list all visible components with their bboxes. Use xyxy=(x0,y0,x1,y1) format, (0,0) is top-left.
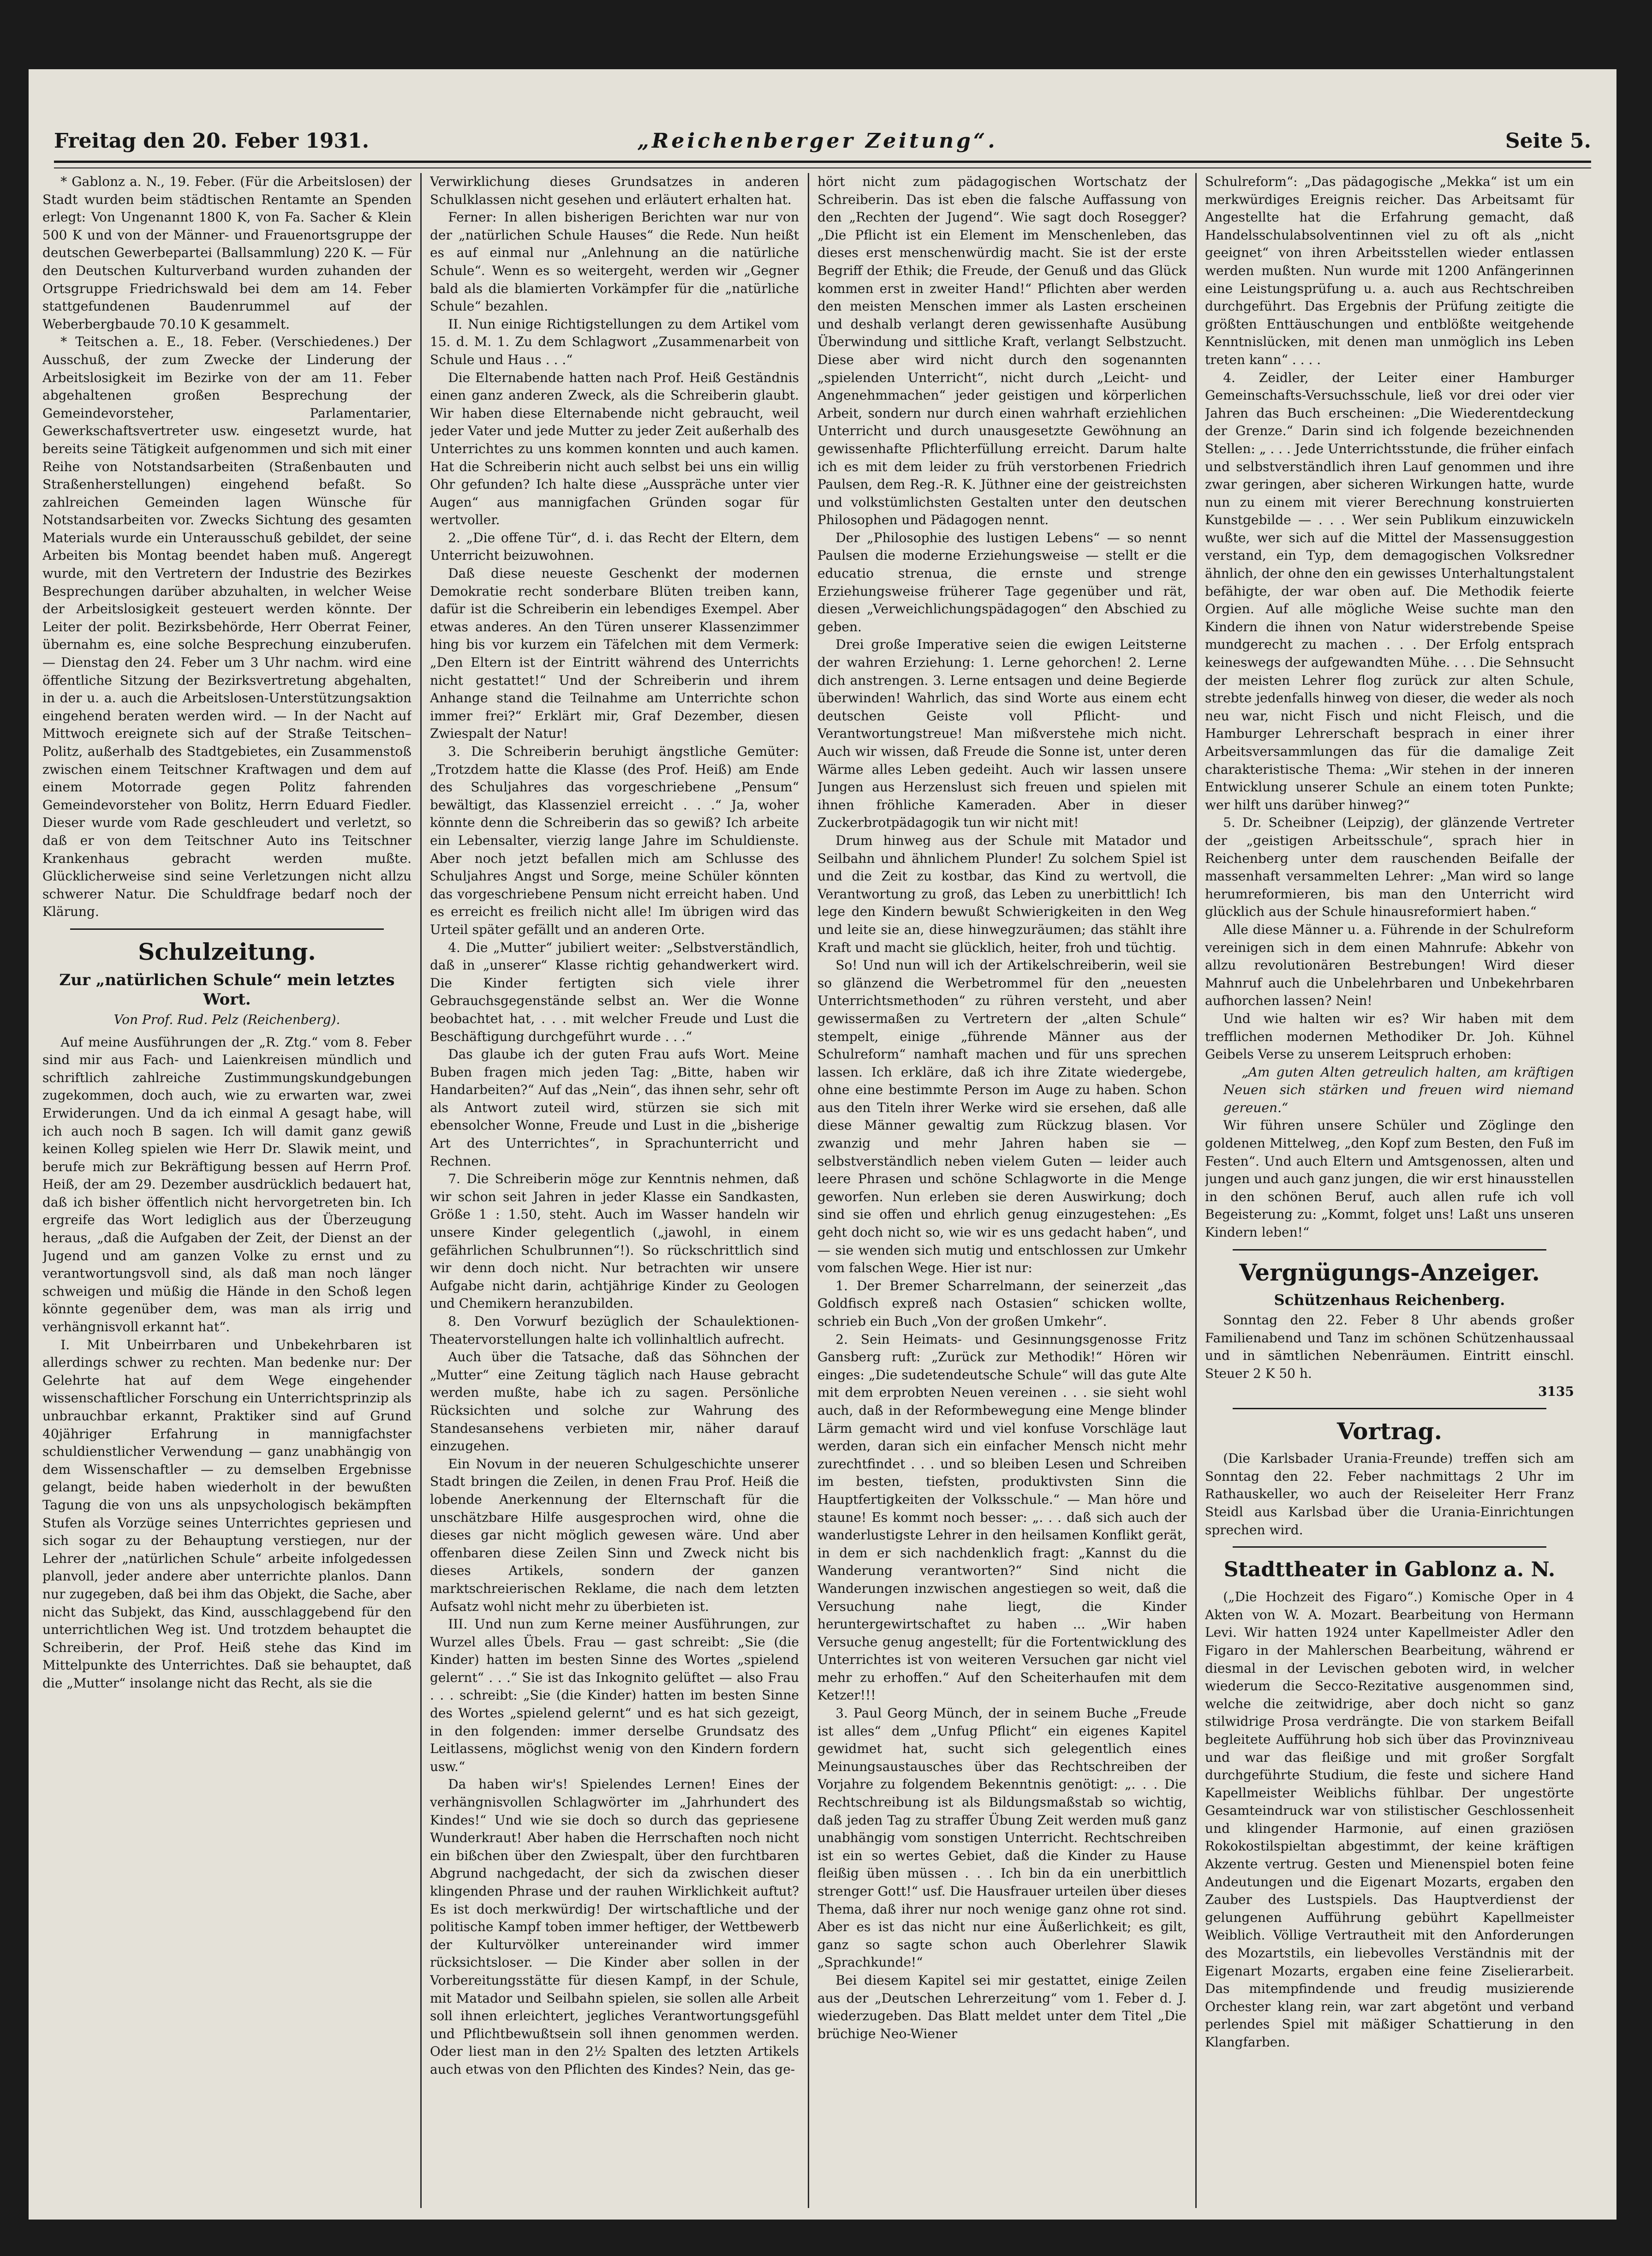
article-paragraph: Da haben wir's! Spielendes Lernen! Eines der verhängnisvollen Schlagwörter im „Jahrhundert des Kindes!“ Und wie sie doch so durch das gepriesene Wunderkraut! Aber haben die Herrschaften noch nicht ein bißchen über den Zwiespalt, über den furchtbaren Abgrund nachgedacht, der sich da zwischen dieser klingenden Phrase und der rauhen Wirklichkeit auftut? Es ist doch merkwürdig! Der wirtschaftliche und der politische Kampf toben immer heftiger, der Wettbewerb der Kulturvölker untereinander wird immer rücksichtsloser. — Die Kinder aber sollen in der Vorbereitungsstätte für diesen Kampf, in der Schule, mit Matador und Seilbahn spielen, sie sollen alle Arbeit soll ihnen erleichtert, jegliches Verantwortungsgefühl und Pflichtbewußtsein soll ihnen genommen werden. Oder liest man in den 2½ Spalten des letzten Artikels auch etwas von den Pflichten des Kindes? Nein, das ge- xyxy=(430,1777,799,2077)
article-paragraph: III. Und nun zum Kerne meiner Ausführungen, zur Wurzel alles Übels. Frau — gast schreibt: „Sie (die Kinder) hatten im besten Sinne des Wortes „spielend gelernt“ . . .“ Sie ist das Inkognito gelüftet — also Frau . . . schreibt: „Sie (die Kinder) hatten im besten Sinne des Wortes „spielend gelernt“ und es hat sich gezeigt, in den folgenden: immer derselbe Grundsatz des Leitlassens, möglichst wenig von den Kindern fordern usw.“ xyxy=(430,1616,799,1774)
column-divider xyxy=(808,173,809,2208)
article-paragraph: Drei große Imperative seien die ewigen Leitsterne der wahren Erziehung: 1. Lerne gehorchen! 2. Lerne dich anstrengen. 3. Lerne entsagen und deine Begierde überwinden! Wahrlich, das sind Worte aus einem echt deutschen Geiste voll Pflicht- und Verantwortungstreue! Man mißverstehe mich nicht. Auch wir wissen, daß Freude die Sonne ist, unter deren Wärme alles Leben gedeiht. Auch wir lassen unsere Jungen aus Herzenslust sich freuen und spielen mit ihnen fröhliche Kameraden. Aber in dieser Zuckerbrotpädagogik tun wir nicht mit! xyxy=(817,637,1187,831)
column-1 xyxy=(42,173,412,2194)
header-rule xyxy=(54,161,1591,168)
issue-date: Freitag den 20. Feber 1931. xyxy=(54,129,370,153)
article-paragraph: Und wie halten wir es? Wir haben mit dem trefflichen modernen Methodiker Dr. Joh. Kühnel Geibels Verse zu unserem Leitspruch erhoben: xyxy=(1205,1011,1574,1062)
column-3 xyxy=(817,173,1187,2213)
article-byline: Von Prof. Rud. Pelz (Reichenberg). xyxy=(113,1011,340,1027)
section-title: Schulzeitung. xyxy=(138,938,316,965)
article-paragraph: Wir führen unsere Schüler und Zöglinge den goldenen Mittelweg, „den Kopf zum Besten, den Fuß im Festen“. Und auch Eltern und Amtsgenossen, alten und jungen und auch ganz jungen, die wir erst hinausstellen in den schönen Beruf, auch allen rufe ich voll Begeisterung zu: „Kommt, folget uns! Laßt uns unseren Kindern leben!“ xyxy=(1205,1118,1574,1240)
article-paragraph: 3. Die Schreiberin beruhigt ängstliche Gemüter: „Trotzdem hatte die Klasse (des Prof. Heiß) am Ende des Schuljahres das vorgeschriebene „Pensum“ bewältigt, das Klassenziel erreicht . . .“ Ja, woher könnte denn die Schreiberin das so gewiß? Ich arbeite ein Lebensalter, vierzig lange Jahre im Schuldienste. Aber noch jetzt befallen mich am Schlusse des Schuljahres Angst und Sorge, meine Schüler könnten das vorgeschriebene Pensum nicht erreicht haben. Und es erreicht es freilich nicht alle! Im übrigen wird das Urteil später gefällt und an anderen Orte. xyxy=(430,744,799,937)
article-paragraph: So! Und nun will ich der Artikelschreiberin, weil sie so glänzend die Werbetrommel für den „neuesten Unterrichtsmethoden“ zu rühren versteht, und aber gewissermaßen zu Vertretern der „alten Schule“ stempelt, einige „führende Männer aus der Schulreform“ namhaft machen und für uns sprechen lassen. Ich erkläre, daß ich ihre Zitate wiedergebe, ohne eine bestimmte Person im Auge zu haben. Schon aus den Titeln ihrer Werke wird sie ersehen, daß alle diese Männer gewaltig zum Rückzug blasen. Vor zwanzig und mehr Jahren haben sie — selbstverständlich neben vielem Guten — leider auch leere Phrasen und schöne Schlagworte in die Menge geworfen. Nun erleben sie deren Auswirkung; doch sind sie offen und ehrlich genug einzugestehen: „Es geht doch nicht so, wie wir es uns gedacht haben“, und — sie wenden sich mutig und entschlossen zur Umkehr vom falschen Wege. Hier ist nur: xyxy=(817,957,1187,1276)
section-rule xyxy=(1233,1249,1546,1251)
article-paragraph: Bei diesem Kapitel sei mir gestattet, einige Zeilen aus der „Deutschen Lehrerzeitung“ vom 1. Feber d. J. wiederzugeben. Das Blatt meldet unter dem Titel „Die brüchige Neo-Wiener xyxy=(817,1972,1187,2041)
article-paragraph: Verwirklichung dieses Grundsatzes in anderen Schulklassen nicht gesehen und erläutert erhalten hat. xyxy=(430,174,799,207)
column-divider xyxy=(420,173,422,2208)
article-paragraph: 2. Sein Heimats- und Gesinnungsgenosse Fritz Gansberg ruft: „Zurück zur Methodik!“ Hören wir einges: „Die sudetendeutsche Schule“ will das gute Alte mit dem erprobten Neuen vereinen . . . sie sieht wohl auch, daß in der Reformbewegung eine Menge blinder Lärm gemacht wird und viel konfuse Vorschläge laut werden, daran sich ein einfacher Mensch nicht mehr zurechtfindet . . . und so bleiben Lesen und Schreiben im besten, tiefsten, produktivsten Sinn die Hauptfertigkeiten der Volksschule.“ — Man höre und staune! Es kommt noch besser: „. . . daß sich auch der wanderlustigste Lehrer in den heilsamen Konflikt gerät, in dem er sich nachdenklich fragt: „Kannst du die Wanderung verantworten?“ Sind nicht die Wanderungen inzwischen angestiegen so weit, daß die Versuchung nahe liegt, die Kinder heruntergewirtschaftet zu haben ... „Wir haben Versuche genug angestellt; für die Fortentwicklung des Unterrichtes ist von weiteren Versuchen gar nicht viel mehr zu erhoffen.“ Auf den Scheiterhaufen mit dem Ketzer!!! xyxy=(817,1331,1187,1703)
article-paragraph: 5. Dr. Scheibner (Leipzig), der glänzende Vertreter der „geistigen Arbeitsschule“, sprach hier in Reichenberg unter dem rauschenden Beifalle der massenhaft versammelten Lehrer: „Man wird so lange herumreformieren, bis man den Unterricht wird glücklich aus der Schule hinausreformiert haben.“ xyxy=(1205,815,1574,920)
theater-review: („Die Hochzeit des Figaro“.) Komische Oper in 4 Akten von W. A. Mozart. Bearbeitung von Hermann Levi. Wir hatten 1924 unter Kapellmeister Adler den Figaro in der Mahlerschen Bearbeitung, während er diesmal in der Levischen geboten wird, in welcher wiederum die Secco-Rezitative ausgenommen sind, welche die zeitwidrige, aber doch nicht so ganz stilwidrige Prosa verdrängte. Die von starkem Beifall begleitete Aufführung hob sich über das Provinzniveau und war das fleißige und mit großer Sorgfalt durchgeführte Studium, die feste und sichere Hand Kapellmeister Weiblichs fühlbar. Der ungestörte Gesamteindruck war von stilistischer Geschlossenheit und klingender Harmonie, auf einen graziösen Rokokostilspieltan abgestimmt, der keine kräftigen Akzente vertrug. Gesten und Mienenspiel boten feine Andeutungen und die Eigenart Mozarts, ergaben den Zauber des Lustspiels. Das Hauptverdienst der gelungenen Aufführung gebührt Kapellmeister Weiblich. Völlige Vertrautheit mit den Anforderungen des Mozartstils, ein liebevolles Verständnis mit der Eigenart Mozarts, ergaben eine feine Ziselierarbeit. Das mitempfindende und freudig musizierende Orchester klang rein, war zart abgetönt und verband perlendes Spiel mit mäßiger Schattierung in den Klangfarben. xyxy=(1205,1589,1574,2050)
article-paragraph: Auf meine Ausführungen der „R. Ztg.“ vom 8. Feber sind mir aus Fach- und Laienkreisen mündlich und schriftlich zahlreiche Zustimmungskundgebungen zugekommen, doch auch, wie zu erwarten war, zwei Erwiderungen. Und da ich einmal A gesagt habe, will ich auch noch B sagen. Ich will damit ganz gewiß keinen Kolleg spielen wie Herr Dr. Slawik meint, und berufe mich zur Bekräftigung bessen auf Herrn Prof. Heiß, der am 29. Dezember ausdrücklich bedauert hat, daß ich bisher öffentlich nicht hervorgetreten bin. Ich ergreife das Wort lediglich aus der Überzeugung heraus, „daß die Aufgaben der Zeit, der Dienst an der Jugend und am ganzen Volke zu ernst und zu verantwortungsvoll sind, als daß man noch länger schweigen und müßig die Hände in den Schoß legen könnte gegenüber dem, was man als irrig und verhängnisvoll erkannt hat“. xyxy=(42,1034,412,1335)
article-paragraph: 7. Die Schreiberin möge zur Kenntnis nehmen, daß wir schon seit Jahren in jeder Klasse ein Sandkasten, Größe 1 : 1.50, steht. Auch im Wasser handeln wir unsere Kinder gelegentlich („jawohl, in einem gefährlichen Schulbrunnen“!). So rückschrittlich sind wir denn doch nicht. Nur betrachten wir unsere Aufgabe nicht darin, achtjährige Kinder zu Geologen und Chemikern heranzubilden. xyxy=(430,1171,799,1311)
section-rule xyxy=(1233,1408,1546,1409)
page-number: Seite 5. xyxy=(1505,129,1591,153)
article-paragraph: Der „Philosophie des lustigen Lebens“ — so nennt Paulsen die moderne Erziehungsweise — stellt er die educatio strenua, die ernste und strenge Erziehungsweise früherer Tage gegenüber und rät, diesen „Verweichlichungspädagogen“ den Abschied zu geben. xyxy=(817,530,1187,634)
article-paragraph: 8. Den Vorwurf bezüglich der Schaulektionen-Theatervorstellungen halte ich vollinhaltlich aufrecht. xyxy=(430,1314,799,1347)
article-paragraph: Das glaube ich der guten Frau aufs Wort. Meine Buben fragen mich jeden Tag: „Bitte, haben wir Handarbeiten?“ Auf das „Nein“, das ihnen sehr, sehr oft als Antwort zuteil wird, stürzen sie sich mit ebensolcher Wonne, Freude und Lust in die „bisherige Art des Unterrichtes“, in Sprachunterricht und Rechnen. xyxy=(430,1047,799,1169)
lecture-text: (Die Karlsbader Urania-Freunde) treffen sich am Sonntag den 22. Feber nachmittags 2 Uhr im Rathauskeller, wo auch der Reiseleiter Herr Franz Steidl aus Karlsbad über die Urania-Einrichtungen sprechen wird. xyxy=(1205,1451,1574,1538)
article-paragraph: Schulreform“: „Das pädagogische „Mekka“ ist um ein merkwürdiges Ereignis reicher. Das Arbeitsamt für Angestellte hat die Erfahrung gemacht, daß Handelsschulabsolventinnen viel zu oft als „nicht geeignet“ von ihren Arbeitsstellen wieder entlassen werden mußten. Nun wurde mit 1200 Anfängerinnen eine Leistungsprüfung u. a. auch aus Rechtschreiben durchgeführt. Das Ergebnis der Prüfung zeitigte die größten Enttäuschungen und entblößte weitgehende Kenntnislücken, mit denen man unmöglich ins Leben treten kann“ . . . . xyxy=(1205,174,1574,367)
article-paragraph: 1. Der Bremer Scharrelmann, der seinerzeit „das Goldfisch expreß nach Ostasien“ schicken wollte, schrieb ein Buch „Von der großen Umkehr“. xyxy=(817,1278,1187,1329)
ad-number: 3135 xyxy=(1538,1383,1574,1399)
lecture-heading: Vortrag. xyxy=(1336,1418,1443,1445)
article-paragraph: hört nicht zum pädagogischen Wortschatz der Schreiberin. Das ist eben die falsche Auffassung von den „Rechten der Jugend“. Wie sagt doch Rosegger? „Die Pflicht ist ein Element im Menschenleben, das dieses erst menschenwürdig macht. Sie ist der erste Begriff der Ethik; die Freude, der Genuß und das Glück kommen erst in zweiter Hand!“ Pflichten aber werden den meisten Menschen immer als Lasten erscheinen und deshalb verlangt deren gewissenhafte Ausübung Überwindung und sittliche Kraft, verlangt Selbstzucht. Diese aber wird nicht durch den sogenannten „spielenden Unterricht“, nicht durch „Leicht- und Angenehmmachen“ jeder geistigen und körperlichen Arbeit, sondern nur durch einen wahrhaft erziehlichen Unterricht und durch unausgesetzte Gewöhnung an gewissenhafte Pflichterfüllung erreicht. Darum halte ich es mit dem leider zu früh verstorbenen Friedrich Paulsen, dem Reg.-R. K. Jüthner eine der geistreichsten und volkstümlichsten Gestalten unter den deutschen Philosophen und Pädagogen nennt. xyxy=(817,174,1187,528)
article-paragraph: Ferner: In allen bisherigen Berichten war nur von der „natürlichen Schule Hauses“ die Rede. Nun heißt es auf einmal nur „Anlehnung an die natürliche Schule“. Wenn es so weitergeht, werden wir „Gegner bald als die blamierten Vorkämpfer für die „natürliche Schule“ bezahlen. xyxy=(430,209,799,314)
theater-heading: Stadttheater in Gablonz a. N. xyxy=(1223,1558,1556,1582)
column-divider xyxy=(1195,173,1197,2208)
column-2 xyxy=(430,173,799,2213)
article-paragraph: 2. „Die offene Tür“, d. i. das Recht der Eltern, dem Unterricht beizuwohnen. xyxy=(430,530,799,563)
news-teitschen: * Teitschen a. E., 18. Feber. (Verschiedenes.) Der Ausschuß, der zum Zwecke der Linderung der Arbeitslosigkeit im Bezirke von der am 11. Feber abgehaltenen großen Besprechung der Gemeindevorsteher, Parlamentarier, Gewerkschaftsvertreter usw. eingesetzt wurde, hat bereits seine Tätigkeit aufgenommen und sich mit einer Reihe von Notstandsarbeiten (Straßenbauten und Straßenherstellungen) eingehend befaßt. So zahlreichen Gemeinden lagen Wünsche für Notstandsarbeiten vor. Zwecks Sichtung des gesamten Materials wurde ein Unterausschuß gebildet, der seine Arbeiten bis Montag beendet haben muß. Angeregt wurde, mit den Vertretern der Industrie des Bezirkes Besprechungen darüber abzuhalten, in welcher Weise der Arbeitslosigkeit gesteuert werden könnte. Der Leiter der polit. Bezirksbehörde, Herr Oberrat Feiner, übernahm es, eine solche Besprechung einzuberufen. — Dienstag den 24. Feber um 3 Uhr nachm. wird eine öffentliche Sitzung der Bezirksvertretung abgehalten, in der u. a. auch die Arbeitslosen-Unterstützungsaktion eingehend beraten werden wird. — In der Nacht auf Mittwoch ereignete sich auf der Straße Teitschen–Politz, außerhalb des Stadtgebietes, ein Zusammenstoß zwischen einem Teitschner Kraftwagen und dem auf einem Motorrade gegen Politz fahrenden Gemeindevorsteher von Bolitz, Herrn Eduard Fiedler. Dieser wurde vom Rade geschleudert und verletzt, so daß er von dem Teitschner Auto ins Teitschner Krankenhaus gebracht werden mußte. Glücklicherweise sind seine Verletzungen nicht allzu schwerer Natur. Die Schuldfrage bedarf noch der Klärung. xyxy=(42,334,412,920)
newspaper-page xyxy=(29,69,1616,2220)
article-paragraph: Drum hinweg aus der Schule mit Matador und Seilbahn und ähnlichem Plunder! Zu solchem Spiel ist und die Zeit zu kostbar, das Kind zu wertvoll, die Verantwortung zu groß, das Leben zu unerbittlich! Ich lege den Kindern bewußt Schwierigkeiten in den Weg und leite sie an, diese hinwegzuräumen; das stählt ihre Kraft und macht sie glücklich, heiter, froh und tüchtig. xyxy=(817,832,1187,955)
article-paragraph: 4. Die „Mutter“ jubiliert weiter: „Selbstverständlich, daß in „unserer“ Klasse richtig gehandwerkert wird. Die Kinder fertigten sich viele ihrer Gebrauchsgegenstände selbst an. Wer die Wonne beobachtet hat, . . . mit welcher Freude und Lust die Beschäftigung durchgeführt wurde . . .“ xyxy=(430,940,799,1044)
article-paragraph: I. Mit Unbeirrbaren und Unbekehrbaren ist allerdings schwer zu rechten. Man bedenke nur: Der Gelehrte hat auf dem Wege eingehender wissenschaftlicher Forschung ein Unterrichtsprinzip als unbrauchbar erkannt, Praktiker sind auf Grund 40jähriger Erfahrung in mannigfachster schuldienstlicher Verwendung — ganz unabhängig von dem Wissenschaftler — zu demselben Ergebnisse gelangt, beide haben wiederholt in der bewußten Tagung die von uns als unpsychologisch bekämpften Stufen als Vorzüge seines Unterrichtes gepriesen und sich sogar zu der Behauptung verstiegen, nur der Lehrer der „natürlichen Schule“ arbeite infolgedessen planvoll, jeder andere aber unterrichte planlos. Dann nur zugegeben, daß bei ihm das Objekt, die Sache, aber nicht das Subjekt, das Kind, ausschlaggebend für den unterrichtlichen Weg ist. Und trotzdem behauptet die Schreiberin, der Prof. Heiß stehe das Kind im Mittelpunkte des Unterrichtes. Daß sie behauptet, daß die „Mutter“ insolange nicht das Recht, als sie die xyxy=(42,1337,412,1691)
ads-text: Sonntag den 22. Feber 8 Uhr abends großer Familienabend und Tanz im schönen Schützenhaussaal und in sämtlichen Nebenräumen. Eintritt einschl. Steuer 2 K 50 h. xyxy=(1205,1312,1574,1381)
newspaper-title: „Reichenberger Zeitung“. xyxy=(637,129,998,153)
article-paragraph: Die Elternabende hatten nach Prof. Heiß Geständnis einen ganz anderen Zweck, als die Schreiberin glaubt. Wir haben diese Elternabende nicht gebraucht, weil jeder Vater und jede Mutter zu jeder Zeit außerhalb des Unterrichtes zu uns kommen konnten und auch kamen. Hat die Schreiberin nicht auch selbst bei uns ein willig Ohr gefunden? Ich halte diese „Ausspräche unter vier Augen“ aus mannigfachen Gründen sogar für wertvoller. xyxy=(430,370,799,528)
article-paragraph: Alle diese Männer u. a. Führende in der Schulreform vereinigen sich in dem einen Mahnrufe: Abkehr von allzu revolutionären Bestrebungen! Wird dieser Mahnruf auch die Unbelehrbaren und Unbekehrbaren aufhorchen lassen? Nein! xyxy=(1205,922,1574,1009)
news-gablonz: * Gablonz a. N., 19. Feber. (Für die Arbeitslosen) der Stadt wurden beim städtischen Rentamte an Spenden erlegt: Von Ungenannt 1800 K, von Fa. Sacher & Klein 500 K und von der Männer- und Frauenortsgruppe der deutschen Gewerbepartei (Ballsammlung) 220 K. — Für den Deutschen Kulturverband wurden zuhanden der Ortsgruppe Friedrichswald bei dem am 14. Feber stattgefundenen Baudenrummel auf der Weberbergbaude 70.10 K gesammelt. xyxy=(42,174,412,332)
article-paragraph: 3. Paul Georg Münch, der in seinem Buche „Freude ist alles“ dem „Unfug Pflicht“ ein eigenes Kapitel gewidmet hat, sucht sich gelegentlich eines Meinungsaustausches über das Rechtschreiben der Vorjahre zu folgendem Bekenntnis genötigt: „. . . Die Rechtschreibung ist als Bildungsmaßstab so wichtig, daß jeden Tag zu straffer Übung Zeit werden muß ganz unabhängig vom sonstigen Unterricht. Rechtschreiben ist ein so wertes Gebiet, daß die Kinder zu Hause fleißig üben müssen . . . Ich bin da ein unerbittlich strenger Gott!“ usf. Die Hausfrauer urteilen über dieses Thema, daß ihrer nur noch wenige ganz ohne rot sind. Aber es ist das nicht nur eine Äußerlichkeit; es gilt, ganz so sagte schon auch Oberlehrer Slawik „Sprachkunde!“ xyxy=(817,1705,1187,1970)
verse-quote: „Am guten Alten getreulich halten, am kräftigen Neuen sich stärken und freuen wird niemand gereuen.“ xyxy=(1223,1064,1574,1115)
ads-venue: Schützenhaus Reichenberg. xyxy=(1274,1291,1505,1309)
column-4 xyxy=(1205,173,1574,2213)
article-paragraph: Ein Novum in der neueren Schulgeschichte unserer Stadt bringen die Zeilen, in denen Frau Prof. Heiß die lobende Anerkennung der Elternschaft für die unschätzbare Hilfe ausgesprochen wird, ohne die dieses gar nicht möglich gewesen wäre. Und aber offenbaren diese Zeilen Sinn und Zweck nicht bis dieses Artikels, sondern der ganzen marktschreierischen Reklame, die nach dem letzten Aufsatz wohl nicht mehr zu überbieten ist. xyxy=(430,1456,799,1614)
ads-heading: Vergnügungs-Anzeiger. xyxy=(1239,1258,1540,1286)
section-rule xyxy=(1233,1546,1546,1548)
article-title: Zur „natürlichen Schule“ mein letztes Wort. xyxy=(59,970,395,1009)
article-paragraph: Daß diese neueste Geschenkt der modernen Demokratie recht sonderbare Blüten treiben kann, dafür ist die Schreiberin ein lebendiges Exempel. Aber etwas anderes. An den Türen unserer Klassenzimmer hing bis vor kurzem ein Täfelchen mit dem Vermerk: „Den Eltern ist der Eintritt während des Unterrichts nicht gestattet!“ Und der Schreiberin und ihrem Anhange stand die Teilnahme am Unterrichte schon immer frei?“ Erklärt mir, Graf Dezember, diesen Zwiespalt der Natur! xyxy=(430,566,799,742)
article-paragraph: II. Nun einige Richtigstellungen zu dem Artikel vom 15. d. M. 1. Zu dem Schlagwort „Zusammenarbeit von Schule und Haus . . .“ xyxy=(430,316,799,367)
article-paragraph: Auch über die Tatsache, daß das Söhnchen der „Mutter“ eine Zeitung täglich nach Hause gebracht werden mußte, habe ich zu sagen. Persönliche Rücksichten und solche zur Wahrung des Standesansehens verbieten mir, näher darauf einzugehen. xyxy=(430,1349,799,1454)
article-paragraph: 4. Zeidler, der Leiter einer Hamburger Gemeinschafts-Versuchsschule, ließ vor drei oder vier Jahren das Buch erscheinen: „Die Wiederentdeckung der Grenze.“ Darin sind ich folgende bezeichnenden Stellen: „ . . . Jede Unterrichtsstunde, die früher einfach und selbstverständlich ihren Lauf genommen und ihre zwar geringen, aber sicheren Wirkungen hatte, wurde nun zu einem mit vierer Berechnung konstruierten Kunstgebilde — . . . Wer sein Publikum einzuwickeln wußte, wer sich auf die Mittel der Massensuggestion verstand, ein Typ, dem demagogischen Volksredner ähnlich, der ohne den ein gewisses Unterhaltungstalent befähigte, der war oben auf. Die Methodik feierte Orgien. Auf alle mögliche Weise suchte man den Kindern die ihnen von Natur widerstrebende Speise mundgerecht zu machen . . . Der Erfolg entsprach keineswegs der aufgewandten Mühe. . . . Die Sehnsucht der meisten Lehrer flog zurück zur alten Schule, strebte jedenfalls hinweg von dieser, die weder als noch neu war, nicht Fisch und nicht Fleisch, und die Hamburger Lehrerschaft besprach in einer ihrer Arbeitsversammlungen das für die damalige Zeit charakteristische Thema: „Wir stehen in der inneren Entwicklung unserer Schule an einem toten Punkte; wer hilft uns darüber hinweg?“ xyxy=(1205,370,1574,813)
section-rule xyxy=(70,928,384,930)
